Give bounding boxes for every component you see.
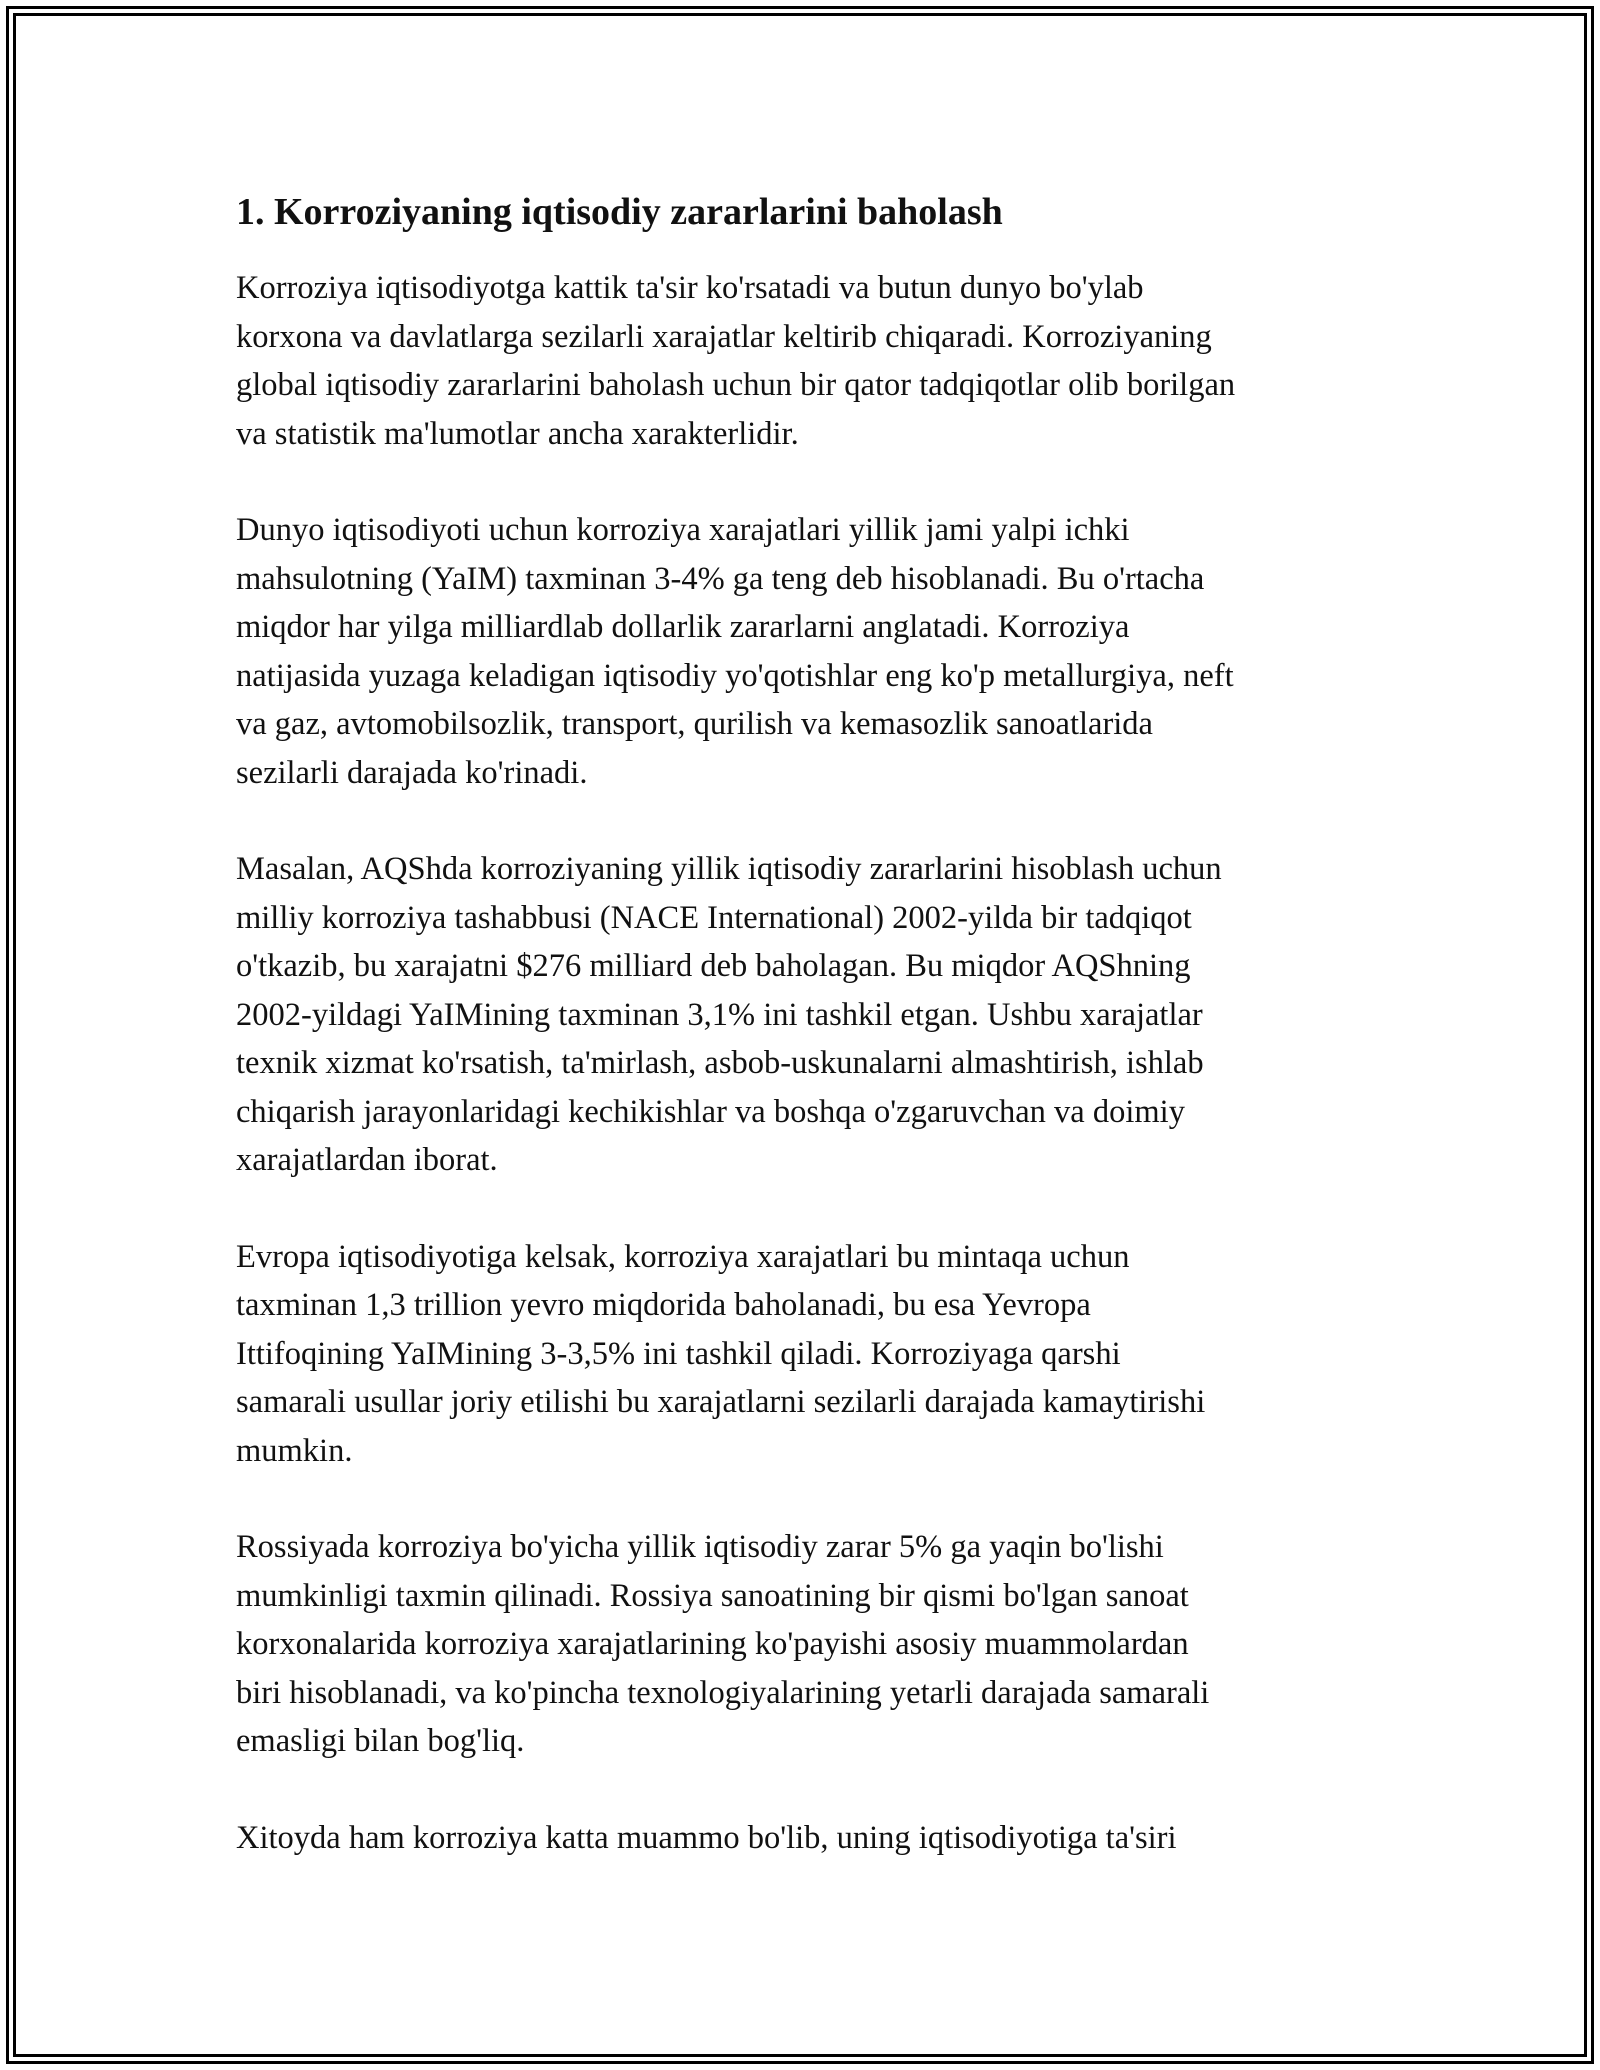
- paragraph-line: mahsulotning (YaIM) taxminan 3-4% ga teng deb hisoblanadi. Bu o'rtacha: [236, 560, 1205, 597]
- paragraph-line: xarajatlardan iborat.: [236, 1142, 498, 1178]
- paragraph-line: mumkin.: [236, 1432, 353, 1469]
- paragraph-line: Rossiyada korroziya bo'yicha yillik iqtisodiy zarar 5% ga yaqin bo'lishi: [236, 1529, 1164, 1565]
- paragraph-line: korxonalarida korroziya xarajatlarining ko'payishi asosiy muammolardan: [236, 1626, 1189, 1662]
- paragraph-line: o'tkazib, bu xarajatni $276 milliard deb baholagan. Bu miqdor AQShning: [236, 948, 1191, 984]
- body-paragraph: [236, 845, 1366, 1185]
- paragraph-line: Ittifoqining YaIMining 3-3,5% ini tashkil qiladi. Korroziyaga qarshi: [236, 1335, 1121, 1372]
- paragraph-line: va statistik ma'lumotlar ancha xarakterlidir.: [236, 415, 799, 452]
- body-paragraph: [236, 1233, 1366, 1476]
- paragraph-line: 2002-yildagi YaIMining taxminan 3,1% ini tashkil etgan. Ushbu xarajatlar: [236, 996, 1203, 1033]
- body-paragraph: [236, 1523, 1366, 1766]
- paragraph-line: sezilarli darajada ko'rinadi.: [236, 754, 588, 791]
- body-paragraph: [236, 506, 1366, 797]
- paragraph-line: emasligi bilan bog'liq.: [236, 1723, 525, 1759]
- paragraph-line: natijasida yuzaga keladigan iqtisodiy yo'qotishlar eng ko'p metallurgiya, neft: [236, 657, 1234, 694]
- paragraph-line: texnik xizmat ko'rsatish, ta'mirlash, asbob-uskunalarni almashtirish, ishlab: [236, 1045, 1204, 1081]
- paragraph-line: samarali usullar joriy etilishi bu xarajatlarni sezilarli darajada kamaytirishi: [236, 1384, 1206, 1420]
- paragraph-line: biri hisoblanadi, va ko'pincha texnologiyalarining yetarli darajada samarali: [236, 1674, 1210, 1711]
- paragraph-line: miqdor har yilga milliardlab dollarlik zararlarni anglatadi. Korroziya: [236, 609, 1130, 645]
- paragraph-line: Dunyo iqtisodiyoti uchun korroziya xarajatlari yillik jami yalpi ichki: [236, 512, 1130, 548]
- paragraph-line: taxminan 1,3 trillion yevro miqdorida baholanadi, bu esa Yevropa: [236, 1287, 1091, 1323]
- body-paragraph: [236, 1814, 1366, 1863]
- document-body: [236, 186, 1366, 1910]
- body-paragraph: [236, 264, 1366, 458]
- paragraph-line: va gaz, avtomobilsozlik, transport, qurilish va kemasozlik sanoatlarida: [236, 706, 1153, 742]
- paragraph-line: korxona va davlatlarga sezilarli xarajatlar keltirib chiqaradi. Korroziyaning: [236, 318, 1212, 355]
- paragraph-line: Korroziya iqtisodiyotga kattik ta'sir ko'rsatadi va butun dunyo bo'ylab: [236, 270, 1144, 306]
- paragraph-line: milliy korroziya tashabbusi (NACE International) 2002-yilda bir tadqiqot: [236, 899, 1192, 936]
- paragraph-line: Xitoyda ham korroziya katta muammo bo'lib, uning iqtisodiyotiga ta'siri: [236, 1819, 1177, 1856]
- paragraph-line: chiqarish jarayonlaridagi kechikishlar va boshqa o'zgaruvchan va doimiy: [236, 1093, 1185, 1130]
- paragraph-line: Evropa iqtisodiyotiga kelsak, korroziya xarajatlari bu mintaqa uchun: [236, 1238, 1130, 1275]
- paragraph-line: Masalan, AQShda korroziyaning yillik iqtisodiy zararlarini hisoblash uchun: [236, 851, 1222, 887]
- paragraph-line: mumkinligi taxmin qilinadi. Rossiya sanoatining bir qismi bo'lgan sanoat: [236, 1577, 1189, 1614]
- paragraph-list: [236, 264, 1366, 1862]
- section-heading: 1. Korroziyaning iqtisodiy zararlarini baholash: [236, 191, 1003, 233]
- paragraph-line: global iqtisodiy zararlarini baholash uchun bir qator tadqiqotlar olib borilgan: [236, 367, 1236, 403]
